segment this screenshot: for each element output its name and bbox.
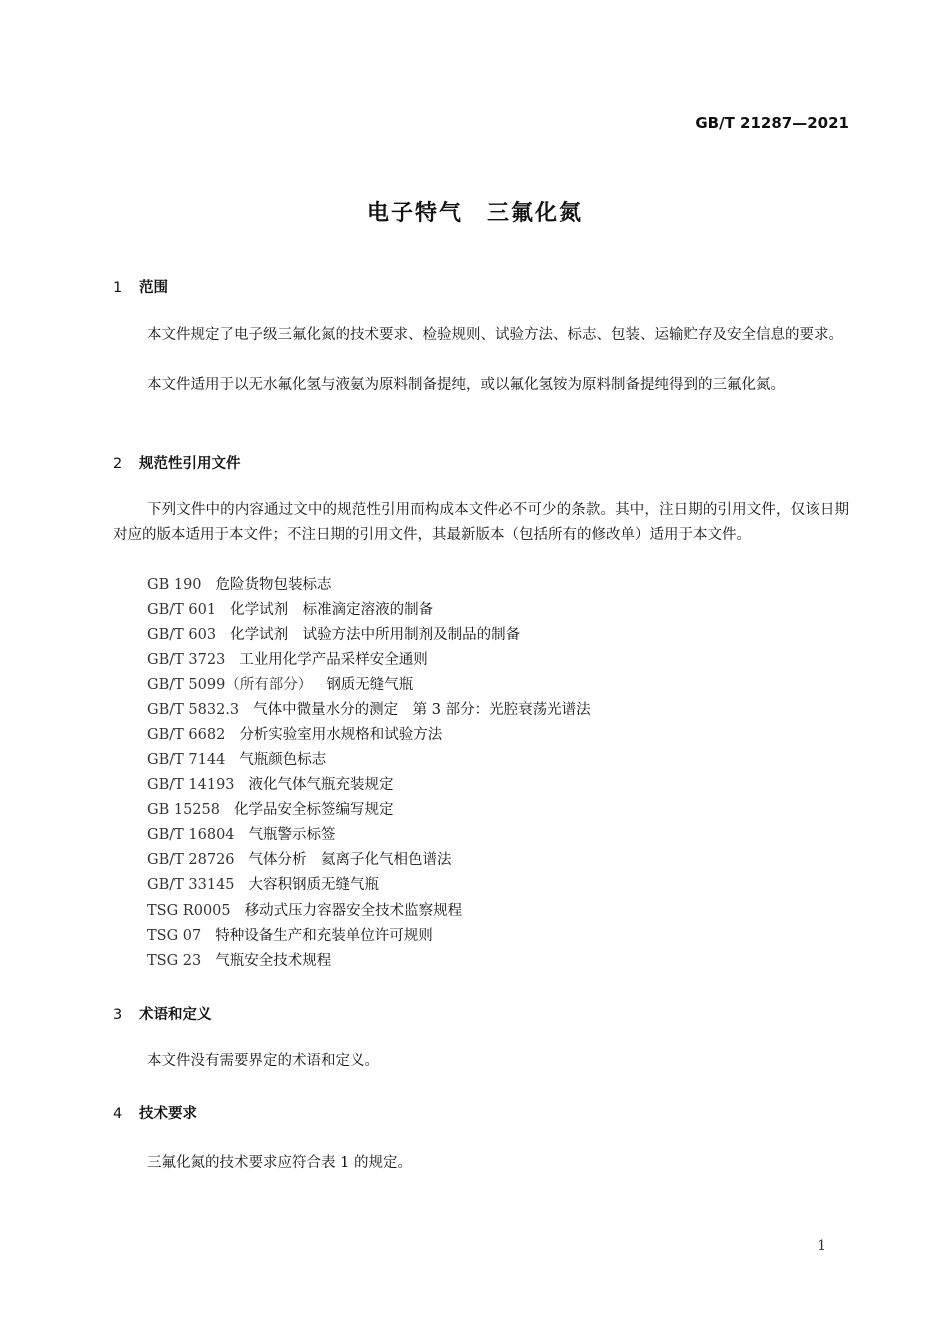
ref-item bbox=[147, 899, 462, 924]
section-title: 范围 bbox=[139, 280, 168, 296]
ref-code: GB/T 601 bbox=[147, 602, 217, 618]
ref-code: GB/T 16804 bbox=[147, 827, 235, 843]
ref-item bbox=[147, 773, 394, 798]
ref-title: 大容积钢质无缝气瓶 bbox=[248, 877, 380, 893]
ref-item bbox=[147, 848, 452, 873]
normative-intro-paragraph: 下列文件中的内容通过文中的规范性引用而构成本文件必不可少的条款。其中，注日期的引用文件，仅该日期对应的版本适用于本文件；不注日期的引用文件，其最新版本（包括所有的修改单）适用于本文件。 bbox=[113, 502, 849, 543]
ref-title: 危险货物包装标志 bbox=[215, 577, 332, 593]
ref-item bbox=[147, 798, 393, 823]
section-number: 3 bbox=[113, 1007, 123, 1023]
ref-item bbox=[147, 924, 433, 949]
ref-item bbox=[147, 873, 379, 898]
ref-item bbox=[147, 949, 331, 974]
page-title: 电子特气 三氟化氮 bbox=[366, 201, 583, 226]
ref-item bbox=[147, 698, 591, 723]
ref-code: TSG R0005 bbox=[147, 903, 231, 919]
ref-item bbox=[147, 573, 332, 598]
section-number: 1 bbox=[113, 280, 123, 296]
ref-code: GB/T 28726 bbox=[147, 852, 235, 868]
ref-title: 气体中微量水分的测定 第 3 部分：光腔衰荡光谱法 bbox=[253, 702, 591, 718]
section-title: 术语和定义 bbox=[139, 1007, 212, 1023]
ref-title: 化学试剂 试验方法中所用制剂及制品的制备 bbox=[230, 627, 521, 643]
ref-code: GB/T 6682 bbox=[147, 727, 226, 743]
ref-title: 分析实验室用水规格和试验方法 bbox=[239, 727, 443, 743]
section-1-heading bbox=[113, 276, 168, 297]
ref-title: 气瓶安全技术规程 bbox=[215, 953, 332, 969]
ref-title: 特种设备生产和充装单位许可规则 bbox=[215, 928, 433, 944]
ref-code: GB/T 33145 bbox=[147, 877, 235, 893]
section-number: 2 bbox=[113, 456, 123, 472]
ref-code: GB/T 14193 bbox=[147, 777, 235, 793]
section-2-heading bbox=[113, 452, 241, 473]
ref-item bbox=[147, 748, 326, 773]
ref-title: 液化气体气瓶充装规定 bbox=[248, 777, 394, 793]
ref-title: 钢质无缝气瓶 bbox=[326, 677, 414, 693]
ref-title: 气瓶颜色标志 bbox=[239, 752, 327, 768]
section-4-heading bbox=[113, 1102, 197, 1123]
ref-title: 化学品安全标签编写规定 bbox=[233, 802, 394, 818]
ref-code: GB/T 603 bbox=[147, 627, 217, 643]
ref-title: 化学试剂 标准滴定溶液的制备 bbox=[230, 602, 434, 618]
ref-code: GB/T 5099（所有部分） bbox=[147, 677, 313, 693]
ref-item bbox=[147, 823, 336, 848]
ref-code: GB/T 3723 bbox=[147, 652, 226, 668]
scope-paragraph-1: 本文件规定了电子级三氟化氮的技术要求、检验规则、试验方法、标志、包装、运输贮存及安全信息的要求。 bbox=[147, 327, 843, 343]
section-title: 规范性引用文件 bbox=[139, 456, 241, 472]
ref-item bbox=[147, 723, 442, 748]
page-number: 1 bbox=[817, 1238, 826, 1254]
ref-item bbox=[147, 648, 428, 673]
section-3-heading bbox=[113, 1003, 212, 1024]
ref-code: TSG 07 bbox=[147, 928, 202, 944]
section-number: 4 bbox=[113, 1106, 123, 1122]
scope-paragraph-2: 本文件适用于以无水氟化氢与液氨为原料制备提纯，或以氟化氢铵为原料制备提纯得到的三氟化氮。 bbox=[147, 377, 785, 393]
ref-item bbox=[147, 598, 433, 623]
ref-code: GB/T 5832.3 bbox=[147, 702, 240, 718]
doc-code: GB/T 21287—2021 bbox=[695, 114, 849, 132]
ref-title: 工业用化学产品采样安全通则 bbox=[239, 652, 428, 668]
ref-title: 移动式压力容器安全技术监察规程 bbox=[244, 903, 463, 919]
terms-paragraph: 本文件没有需要界定的术语和定义。 bbox=[147, 1053, 379, 1069]
ref-code: GB 15258 bbox=[147, 802, 220, 818]
ref-title: 气体分析 氦离子化气相色谱法 bbox=[248, 852, 452, 868]
section-title: 技术要求 bbox=[139, 1106, 197, 1122]
ref-code: GB/T 7144 bbox=[147, 752, 226, 768]
ref-code: GB 190 bbox=[147, 577, 202, 593]
ref-item bbox=[147, 673, 413, 698]
ref-item bbox=[147, 623, 520, 648]
ref-title: 气瓶警示标签 bbox=[248, 827, 336, 843]
requirements-paragraph: 三氟化氮的技术要求应符合表 1 的规定。 bbox=[147, 1155, 412, 1171]
ref-code: TSG 23 bbox=[147, 953, 202, 969]
